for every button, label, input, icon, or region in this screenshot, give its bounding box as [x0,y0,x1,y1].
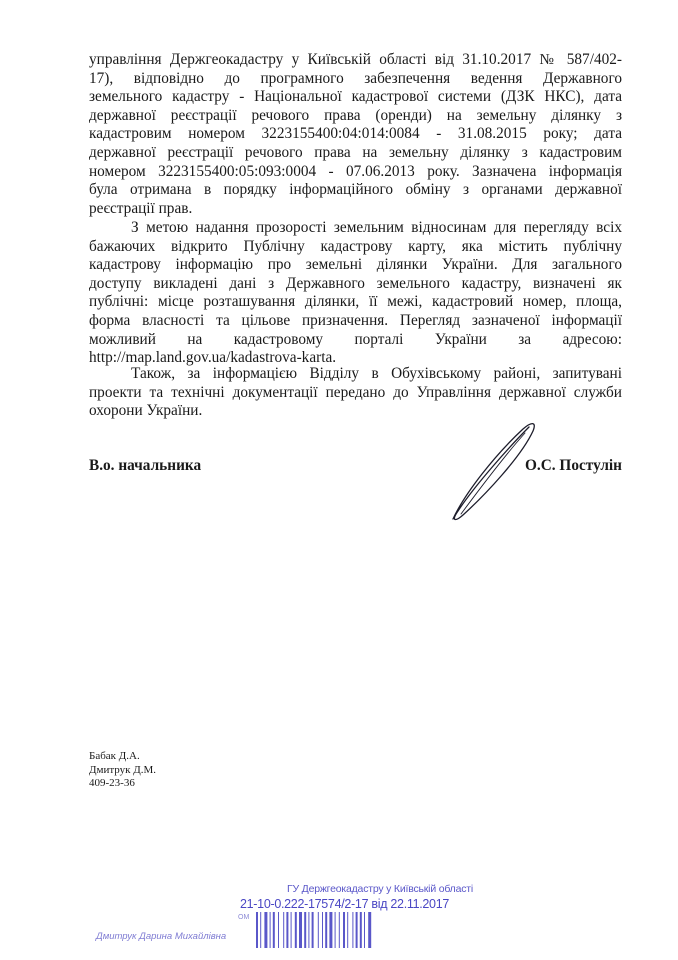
paragraph-3 [89,365,622,421]
text-line: публічні: місце розташування ділянки, її межі, кадастровий номер, площа, [89,293,622,311]
stamp-label: ОМ [238,914,250,921]
text-line: 17), відповідно до програмного забезпечення ведення Державного [89,69,622,87]
paragraph-1 [89,51,622,218]
text-line: управління Держгеокадастру у Київській області від 31.10.2017 № 587/402- [89,51,622,68]
text-line: була отримана в порядку інформаційного обміну з органами державної [89,181,622,199]
text-line: номером 3223155400:05:093:0004 - 07.06.2013 року. Зазначена інформація [89,162,622,180]
barcode-icon [256,912,424,948]
stamp-registration-number: 21-10-0.222-17574/2-17 від 22.11.2017 [240,897,450,911]
text-line: Також, за інформацією Відділу в Обухівському районі, запитувані [131,365,622,382]
paragraph-2 [89,219,622,368]
text-line: реєстрації прав. [89,199,193,217]
stamp-organization: ГУ Держгеокадастру у Київській області [287,883,474,895]
text-line: кадастрову інформацію про земельні ділянки України. Для загального [89,256,622,274]
text-line: державної реєстрації речового права на земельну ділянку з кадастровим [89,143,622,161]
signatory-position: В.о. начальника [89,457,202,474]
signatory-name: О.С. Постулін [525,457,622,474]
text-line: можливий на кадастровому порталі України за адресою: [89,330,622,348]
text-line: охорони України. [89,402,203,420]
text-line: З метою надання прозорості земельним відносинам для перегляду всіх [131,219,622,236]
text-line: кадастровим номером 3223155400:04:014:0084 - 31.08.2015 року; дата [89,125,622,143]
text-line: доступу викладені дані з Державного земельного кадастру, визначені як [89,274,622,292]
text-line: державної реєстрації речового права (оренди) на земельну ділянку з [89,106,622,124]
stamp-person-name: Дмитрук Дарина Михайлівна [96,931,227,942]
executors-block [89,750,156,791]
portal-url: http://map.land.gov.ua/kadastrova-karta. [89,349,337,367]
text-line: земельного кадастру - Національної кадастрової системи (ДЗК НКС), дата [89,88,622,106]
executor-name: Бабак Д.А. [89,750,140,762]
text-line: бажаючих відкрито Публічну кадастрову карту, яка містить публічну [89,237,622,255]
executor-name: Дмитрук Д.М. [89,763,157,776]
executor-phone: 409-23-36 [89,777,135,790]
text-line: проекти та технічні документації передано до Управління державної служби [89,383,622,401]
text-line: форма власності та цільове призначення. Перегляд зазначеної інформації [89,311,622,329]
